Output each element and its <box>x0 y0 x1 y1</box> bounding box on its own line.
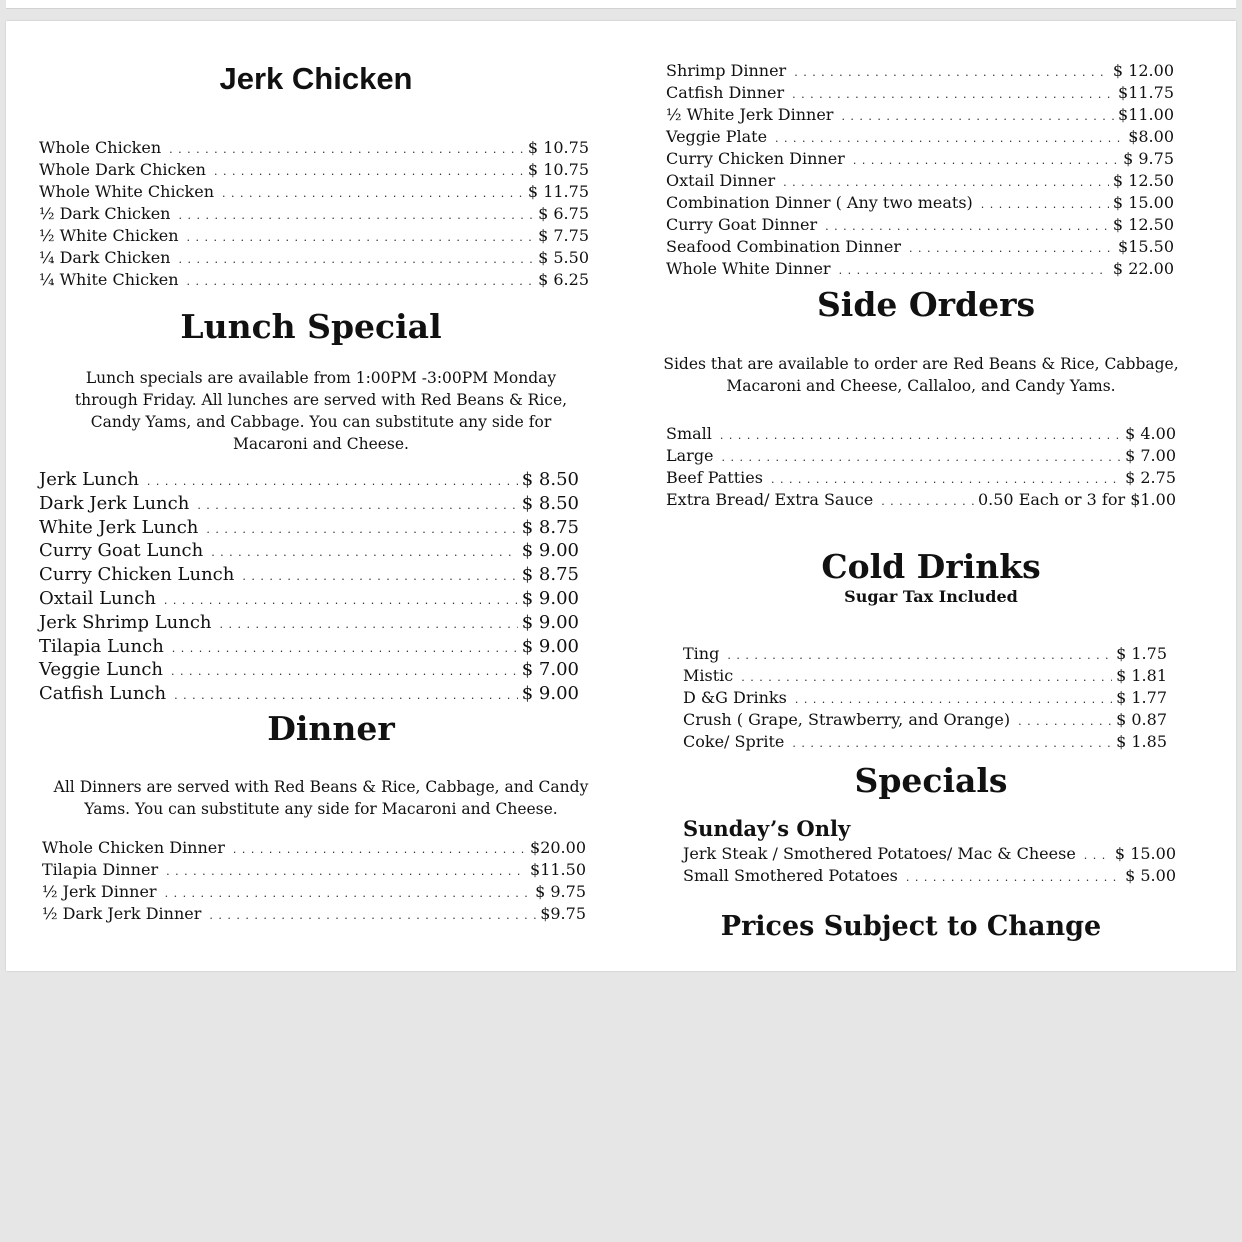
dot-leader <box>906 867 1121 889</box>
dot-leader <box>783 172 1109 194</box>
menu-item-name: Mistic <box>683 666 734 685</box>
dot-leader <box>187 227 535 249</box>
menu-item-price: $ 1.85 <box>1116 732 1167 751</box>
specials-list <box>683 843 1176 887</box>
menu-item-name: Veggie Plate <box>666 127 768 146</box>
dot-leader <box>214 161 524 183</box>
dot-leader <box>166 861 526 883</box>
menu-item-name: Whole White Dinner <box>666 259 831 278</box>
menu-item-name: Jerk Shrimp Lunch <box>39 611 212 633</box>
menu-item-name: Large <box>666 446 714 465</box>
dinner-list-continued <box>666 60 1174 280</box>
lunch-special-list <box>39 468 579 706</box>
menu-item-name: ½ Jerk Dinner <box>42 882 157 901</box>
lunch-special-description: Lunch specials are available from 1:00PM -3:00PM Monday through Friday. All lunches are served with Red Beans & Rice, Candy Yams, and Cabbage. You can substitute any side for Macaroni and Cheese. <box>74 369 568 453</box>
menu-item-row <box>666 60 1174 82</box>
menu-page <box>6 21 1236 971</box>
menu-item-row <box>39 492 579 516</box>
dot-leader <box>164 589 518 613</box>
menu-item-name: Beef Patties <box>666 468 763 487</box>
dot-leader <box>839 260 1109 282</box>
menu-item-price: $ 5.00 <box>1125 866 1176 885</box>
cold-drinks-heading: Cold Drinks <box>821 547 1041 586</box>
menu-item-row <box>683 865 1176 887</box>
menu-item-name: Coke/ Sprite <box>683 732 785 751</box>
dot-leader <box>775 128 1124 150</box>
dot-leader <box>792 84 1114 106</box>
menu-item-name: Veggie Lunch <box>39 659 163 681</box>
menu-item-row <box>39 159 589 181</box>
menu-item-name: Catfish Dinner <box>666 83 785 102</box>
menu-item-name: ¼ Dark Chicken <box>39 248 171 267</box>
menu-item-row <box>666 214 1174 236</box>
dot-leader <box>795 689 1112 711</box>
menu-item-row <box>683 843 1176 865</box>
dot-leader <box>197 494 517 518</box>
dot-leader <box>794 62 1109 84</box>
lunch-special-heading: Lunch Special <box>180 307 442 346</box>
menu-item-row <box>683 709 1167 731</box>
menu-item-price: $ 15.00 <box>1114 844 1176 863</box>
menu-item-row <box>39 203 589 225</box>
dot-leader <box>174 684 518 708</box>
menu-item-price: $ 8.50 <box>521 492 579 514</box>
menu-item-row <box>42 859 586 881</box>
menu-item-row <box>666 82 1174 104</box>
menu-item-name: Small <box>666 424 712 443</box>
menu-item-price: $ 9.00 <box>521 611 579 633</box>
menu-item-row <box>666 258 1174 280</box>
menu-item-row <box>666 104 1174 126</box>
menu-item-name: Shrimp Dinner <box>666 61 787 80</box>
menu-item-row <box>666 489 1176 511</box>
dot-leader <box>741 667 1112 689</box>
menu-item-price: $ 9.00 <box>521 635 579 657</box>
menu-item-name: Jerk Lunch <box>39 469 139 490</box>
menu-item-price: $ 8.75 <box>521 564 579 586</box>
menu-item-name: Whole Dark Chicken <box>39 160 206 179</box>
dot-leader <box>171 660 518 684</box>
dot-leader <box>220 613 518 637</box>
menu-item-name: Curry Goat Lunch <box>39 540 204 562</box>
menu-item-row <box>666 467 1176 489</box>
menu-item-price: $9.75 <box>540 904 586 923</box>
menu-item-name: Small Smothered Potatoes <box>683 866 898 885</box>
menu-item-name: White Jerk Lunch <box>39 516 199 538</box>
menu-item-price: $ 1.77 <box>1116 688 1167 707</box>
dot-leader <box>211 541 518 565</box>
dot-leader <box>771 469 1121 491</box>
menu-item-name: Oxtail Lunch <box>39 587 156 609</box>
dot-leader <box>169 139 524 161</box>
menu-item-price: $ 1.81 <box>1116 666 1167 685</box>
menu-item-row <box>683 687 1167 709</box>
menu-item-name: Crush ( Grape, Strawberry, and Orange) <box>683 710 1011 729</box>
menu-item-row <box>39 516 579 540</box>
side-orders-list <box>666 423 1176 511</box>
side-orders-heading: Side Orders <box>816 285 1036 324</box>
dot-leader <box>222 183 524 205</box>
dot-leader <box>825 216 1109 238</box>
menu-item-name: ¼ White Chicken <box>39 270 179 289</box>
menu-item-price: $11.50 <box>530 860 586 879</box>
dot-leader <box>178 205 534 227</box>
menu-item-price: 0.50 Each or 3 for $1.00 <box>977 490 1176 509</box>
side-orders-description: Sides that are available to order are Red Beans & Rice, Cabbage, Macaroni and Cheese, Callaloo, and Candy Yams. <box>663 355 1179 395</box>
menu-item-price: $ 12.50 <box>1112 171 1174 190</box>
menu-item-price: $ 5.50 <box>538 248 589 267</box>
menu-item-price: $20.00 <box>530 838 586 857</box>
menu-item-row <box>39 563 579 587</box>
menu-item-row <box>666 192 1174 214</box>
dot-leader <box>727 645 1112 667</box>
dot-leader <box>187 271 535 293</box>
specials-heading: Specials <box>854 761 1008 800</box>
menu-item-row <box>42 903 586 925</box>
dot-leader <box>909 238 1114 260</box>
dot-leader <box>841 106 1114 128</box>
menu-item-row <box>666 126 1174 148</box>
menu-item-price: $ 9.00 <box>521 587 579 609</box>
dot-leader <box>178 249 534 271</box>
menu-item-row <box>39 137 589 159</box>
menu-item-price: $ 8.75 <box>521 516 579 538</box>
menu-item-row <box>39 682 579 706</box>
menu-item-name: ½ Dark Chicken <box>39 204 171 223</box>
menu-item-price: $ 6.25 <box>538 270 589 289</box>
menu-item-row <box>39 658 579 682</box>
menu-item-price: $ 9.00 <box>521 540 579 562</box>
previous-page-edge <box>6 0 1236 9</box>
menu-item-price: $ 2.75 <box>1125 468 1176 487</box>
cold-drinks-subtitle: Sugar Tax Included <box>844 587 1018 606</box>
menu-item-price: $ 11.75 <box>527 182 589 201</box>
menu-item-name: ½ White Chicken <box>39 226 179 245</box>
menu-item-row <box>666 236 1174 258</box>
menu-item-row <box>683 643 1167 665</box>
menu-item-price: $ 12.00 <box>1112 61 1174 80</box>
dinner-heading: Dinner <box>267 709 395 748</box>
menu-item-name: Catfish Lunch <box>39 683 167 705</box>
menu-item-name: Tilapia Dinner <box>42 860 159 879</box>
menu-item-row <box>666 170 1174 192</box>
menu-item-name: Dark Jerk Lunch <box>39 492 190 514</box>
menu-item-name: Whole Chicken <box>39 138 162 157</box>
menu-item-price: $ 9.75 <box>535 882 586 901</box>
menu-item-price: $11.75 <box>1118 83 1174 102</box>
dot-leader <box>881 491 974 513</box>
menu-item-price: $ 7.75 <box>538 226 589 245</box>
menu-item-row <box>39 635 579 659</box>
dot-leader <box>206 518 517 542</box>
dot-leader <box>1018 711 1112 733</box>
menu-item-price: $ 8.50 <box>521 469 579 490</box>
menu-item-row <box>666 445 1176 467</box>
menu-item-price: $ 22.00 <box>1112 259 1174 278</box>
dot-leader <box>1084 845 1111 867</box>
dot-leader <box>165 883 532 905</box>
menu-item-price: $11.00 <box>1118 105 1174 124</box>
jerk-chicken-list <box>39 137 589 291</box>
menu-item-row <box>683 665 1167 687</box>
dot-leader <box>242 565 517 589</box>
menu-item-name: Curry Goat Dinner <box>666 215 818 234</box>
menu-item-name: Ting <box>683 644 720 663</box>
menu-item-price: $ 12.50 <box>1112 215 1174 234</box>
sundays-only-subheading: Sunday’s Only <box>683 816 851 841</box>
menu-item-name: Combination Dinner ( Any two meats) <box>666 193 973 212</box>
menu-item-name: Oxtail Dinner <box>666 171 776 190</box>
menu-item-name: ½ White Jerk Dinner <box>666 105 834 124</box>
menu-item-name: Tilapia Lunch <box>39 635 164 657</box>
menu-item-name: ½ Dark Jerk Dinner <box>42 904 202 923</box>
dot-leader <box>233 839 526 861</box>
dinner-description: All Dinners are served with Red Beans & Rice, Cabbage, and Candy Yams. You can substitute any side for Macaroni and Cheese. <box>53 778 589 818</box>
menu-item-row <box>39 468 579 492</box>
menu-item-row <box>39 611 579 635</box>
menu-item-price: $ 10.75 <box>527 160 589 179</box>
menu-item-name: Jerk Steak / Smothered Potatoes/ Mac & Cheese <box>683 844 1076 863</box>
menu-item-row <box>39 269 589 291</box>
menu-item-row <box>666 423 1176 445</box>
menu-item-price: $ 15.00 <box>1112 193 1174 212</box>
menu-item-price: $ 0.87 <box>1116 710 1167 729</box>
menu-item-price: $ 9.75 <box>1123 149 1174 168</box>
menu-item-row <box>39 181 589 203</box>
dot-leader <box>209 905 536 927</box>
dot-leader <box>981 194 1109 216</box>
menu-item-name: Seafood Combination Dinner <box>666 237 901 256</box>
dot-leader <box>853 150 1119 172</box>
menu-item-price: $ 4.00 <box>1125 424 1176 443</box>
menu-item-price: $ 7.00 <box>1125 446 1176 465</box>
menu-item-name: D &G Drinks <box>683 688 787 707</box>
menu-item-row <box>683 731 1167 753</box>
jerk-chicken-heading: Jerk Chicken <box>219 61 413 96</box>
dot-leader <box>792 733 1112 755</box>
menu-item-price: $ 6.75 <box>538 204 589 223</box>
dot-leader <box>720 425 1121 447</box>
dot-leader <box>722 447 1122 469</box>
menu-item-row <box>42 837 586 859</box>
dinner-list <box>42 837 586 925</box>
dot-leader <box>147 470 518 494</box>
menu-item-price: $ 10.75 <box>527 138 589 157</box>
dot-leader <box>172 637 518 661</box>
menu-item-row <box>39 247 589 269</box>
menu-item-row <box>42 881 586 903</box>
menu-item-price: $8.00 <box>1128 127 1174 146</box>
menu-item-price: $ 9.00 <box>521 683 579 705</box>
menu-item-price: $ 7.00 <box>521 659 579 681</box>
menu-item-name: Extra Bread/ Extra Sauce <box>666 490 874 509</box>
prices-disclaimer: Prices Subject to Change <box>720 911 1102 942</box>
menu-item-row <box>666 148 1174 170</box>
menu-item-name: Curry Chicken Lunch <box>39 564 235 586</box>
menu-item-price: $ 1.75 <box>1116 644 1167 663</box>
menu-item-row <box>39 225 589 247</box>
menu-item-price: $15.50 <box>1118 237 1174 256</box>
cold-drinks-list <box>683 643 1167 753</box>
menu-item-name: Whole Chicken Dinner <box>42 838 225 857</box>
menu-item-name: Whole White Chicken <box>39 182 214 201</box>
menu-item-row <box>39 587 579 611</box>
menu-item-row <box>39 539 579 563</box>
menu-item-name: Curry Chicken Dinner <box>666 149 845 168</box>
